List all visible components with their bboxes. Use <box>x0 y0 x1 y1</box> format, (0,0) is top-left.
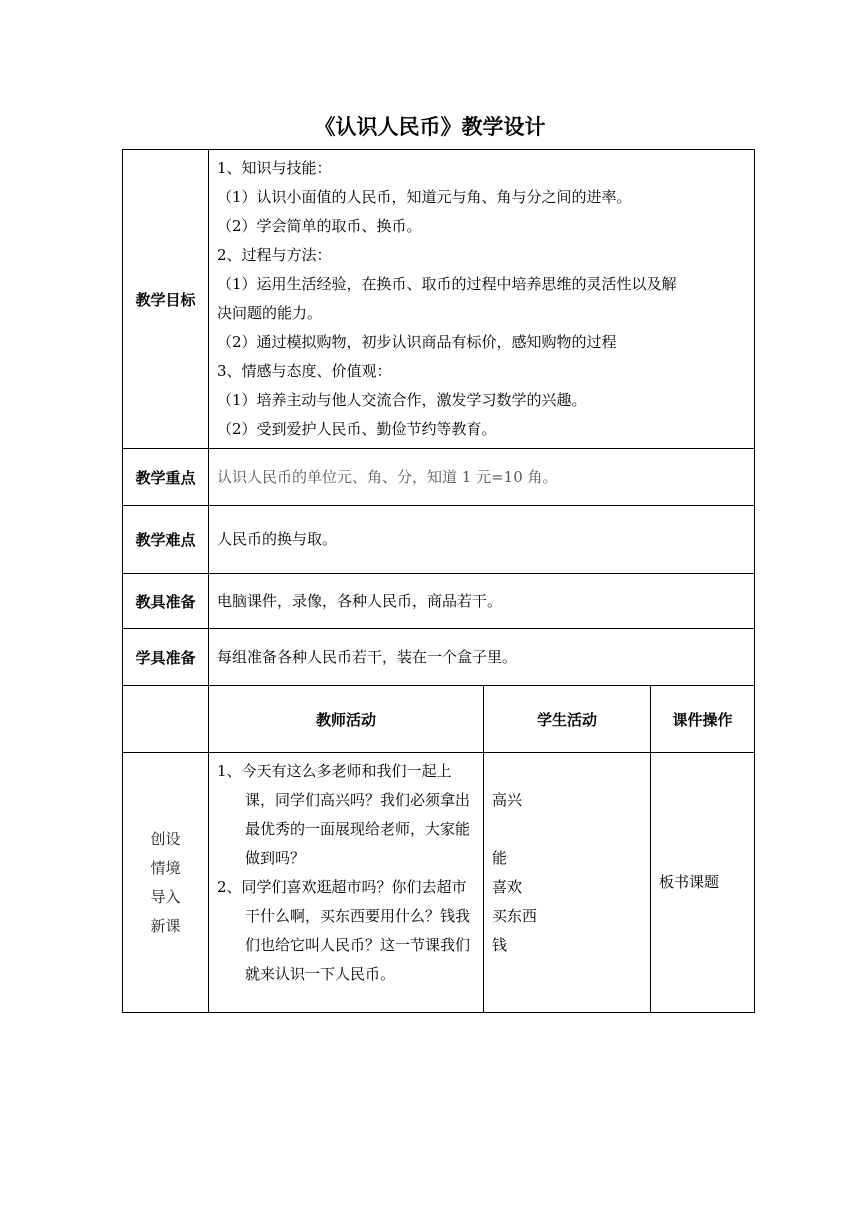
difficulty-label: 教学难点 <box>123 506 209 574</box>
student-response: 能 <box>492 849 508 867</box>
goals-line: （2）受到爱护人民币、勤俭节约等教育。 <box>217 420 497 438</box>
row-intro-stage <box>123 753 755 1013</box>
student-response: 钱 <box>492 936 508 954</box>
empty-header-cell <box>123 686 209 753</box>
student-response: 喜欢 <box>492 878 523 896</box>
goals-line: 2、过程与方法： <box>217 246 332 264</box>
document-title: 《认识人民币》教学设计 <box>314 115 546 139</box>
goals-line: 决问题的能力。 <box>217 304 323 322</box>
lesson-plan-table <box>122 149 755 1013</box>
row-activity-headers <box>123 686 755 753</box>
student-tools-text: 每组准备各种人民币若干，装在一个盒子里。 <box>209 629 755 686</box>
stage-line: 新课 <box>150 916 181 935</box>
goals-line: （1）培养主动与他人交流合作，激发学习数学的兴趣。 <box>217 391 587 409</box>
teacher-step: 2、同学们喜欢逛超市吗？你们去超市干什么啊，买东西要用什么？钱我们也给它叫人民币？这一节课我们就来认识一下人民币。 <box>217 878 471 983</box>
teacher-activity-cell <box>209 753 484 1013</box>
goals-line: （1）运用生活经验，在换币、取币的过程中培养思维的灵活性以及解 <box>217 275 677 293</box>
stage-line: 情境 <box>150 858 181 877</box>
goals-label: 教学目标 <box>123 150 209 449</box>
student-response: 高兴 <box>492 791 523 809</box>
row-goals <box>123 150 755 449</box>
stage-line: 创设 <box>150 829 181 848</box>
goals-line: （2）通过模拟购物，初步认识商品有标价，感知购物的过程 <box>217 333 617 351</box>
row-difficulty <box>123 506 755 574</box>
teacher-step: 1、今天有这么多老师和我们一起上课，同学们高兴吗？我们必须拿出最优秀的一面展现给老师，大家能做到吗？ <box>217 762 471 867</box>
student-tools-label: 学具准备 <box>123 629 209 686</box>
courseware-cell: 板书课题 <box>651 753 755 1013</box>
row-teacher-tools <box>123 574 755 629</box>
teacher-tools-label: 教具准备 <box>123 574 209 629</box>
difficulty-text: 人民币的换与取。 <box>209 506 755 574</box>
goals-line: （2）学会简单的取币、换币。 <box>217 217 422 235</box>
row-student-tools <box>123 629 755 686</box>
goals-line: （1）认识小面值的人民币，知道元与角、角与分之间的进率。 <box>217 188 632 206</box>
key-point-label: 教学重点 <box>123 449 209 506</box>
stage-line: 导入 <box>150 887 181 906</box>
header-courseware: 课件操作 <box>651 686 755 753</box>
row-key-point <box>123 449 755 506</box>
student-response <box>492 815 644 844</box>
teacher-tools-text: 电脑课件，录像，各种人民币，商品若干。 <box>209 574 755 629</box>
student-response: 买东西 <box>492 907 538 925</box>
header-student-activity: 学生活动 <box>484 686 651 753</box>
goals-line: 1、知识与技能： <box>217 159 332 177</box>
header-teacher-activity: 教师活动 <box>209 686 484 753</box>
goals-content <box>209 150 755 449</box>
student-activity-cell <box>484 753 651 1013</box>
key-point-text: 认识人民币的单位元、角、分，知道 1 元=10 角。 <box>209 449 755 506</box>
goals-line: 3、情感与态度、价值观： <box>217 362 392 380</box>
stage-label <box>123 753 209 1013</box>
